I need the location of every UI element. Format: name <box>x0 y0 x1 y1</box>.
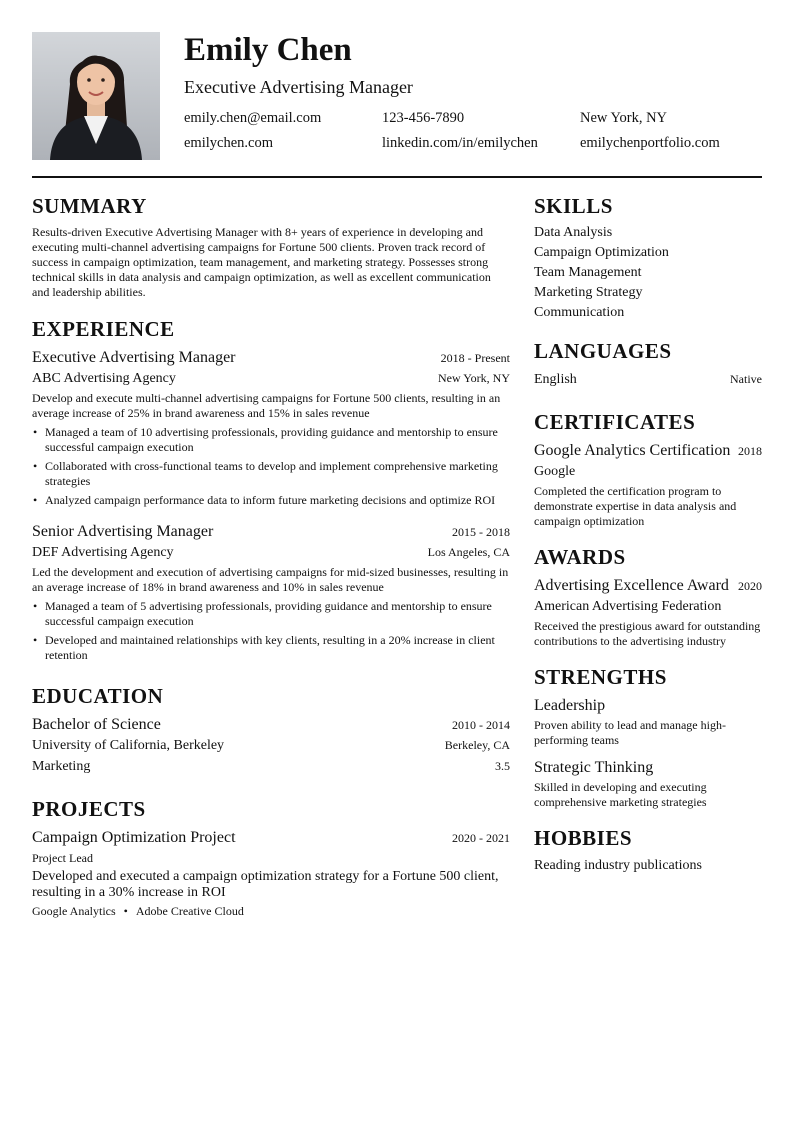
summary-text: Results-driven Executive Advertising Manager with 8+ years of experience in developing and executing multi-channel advertising campaigns for Fortune 500 clients. Proven track record of success in campaign optimization, team management, and marketing strategy. Possesses strong technical skills in data analysis and campaign optimization, as well as excellent communication and leadership abilities. <box>32 225 491 299</box>
summary-title: SUMMARY <box>32 194 147 218</box>
strength-item <box>534 758 762 810</box>
contact-email[interactable]: emily.chen@email.com <box>184 110 322 126</box>
hobbies-title: HOBBIES <box>534 826 633 850</box>
contact-phone[interactable]: 123-456-7890 <box>382 110 465 126</box>
strengths-section <box>534 664 762 810</box>
job-location: New York, NY <box>437 371 510 385</box>
experience-item <box>32 522 510 663</box>
left-column <box>32 193 510 919</box>
project-role: Project Lead <box>32 851 93 865</box>
job-company: ABC Advertising Agency <box>32 371 176 386</box>
projects-title: PROJECTS <box>32 797 146 821</box>
job-company: DEF Advertising Agency <box>32 545 174 560</box>
education-section <box>32 683 510 776</box>
job-bullet: • Developed and maintained relationships with key clients, resulting in a 20% increase in client retention <box>32 633 510 663</box>
contact-location: New York, NY <box>580 110 668 126</box>
candidate-name: Emily Chen <box>184 32 352 68</box>
certificate-description: Completed the certification program to demonstrate expertise in data analysis and campaign optimization <box>534 484 737 528</box>
contact-website[interactable]: emilychen.com <box>184 135 273 151</box>
project-tool: Adobe Creative Cloud <box>135 904 244 918</box>
education-title: EDUCATION <box>32 684 164 708</box>
right-column <box>534 193 762 876</box>
awards-section <box>534 544 762 649</box>
awards-title: AWARDS <box>534 545 626 569</box>
strength-item <box>534 696 762 748</box>
project-description: Developed and executed a campaign optimization strategy for a Fortune 500 client, resulting in a 30% increase in ROI <box>32 869 499 900</box>
projects-section <box>32 796 510 919</box>
award-name: Advertising Excellence Award <box>534 577 729 594</box>
job-position: Executive Advertising Manager <box>32 349 236 366</box>
job-location: Los Angeles, CA <box>427 545 510 559</box>
language-name: English <box>534 372 577 387</box>
job-bullet: • Managed a team of 5 advertising professionals, providing guidance and mentorship to ensure successful campaign execution <box>32 599 510 629</box>
strengths-title: STRENGTHS <box>534 665 667 689</box>
summary-section <box>32 193 510 300</box>
skill-item: Data Analysis <box>534 225 613 240</box>
experience-title: EXPERIENCE <box>32 317 175 341</box>
strength-name: Leadership <box>534 697 606 714</box>
certificates-section <box>534 409 762 529</box>
header-divider <box>32 176 762 178</box>
tool-separator: • <box>123 904 128 918</box>
language-level: Native <box>730 372 762 386</box>
job-bullet: • Analyzed campaign performance data to inform future marketing decisions and optimize ROI <box>32 493 510 508</box>
award-description: Received the prestigious award for outstanding contributions to the advertising industry <box>534 619 761 648</box>
experience-section <box>32 316 510 663</box>
project-tools <box>32 904 510 919</box>
candidate-role: Executive Advertising Manager <box>184 77 413 97</box>
job-position: Senior Advertising Manager <box>32 523 214 540</box>
job-dates: 2015 - 2018 <box>452 525 510 539</box>
hobby-item: Reading industry publications <box>534 858 702 873</box>
job-bullet: • Managed a team of 10 advertising professionals, providing guidance and mentorship to ensure successful campaign execution <box>32 425 510 455</box>
skills-title: SKILLS <box>534 194 613 218</box>
certificate-name: Google Analytics Certification <box>534 442 731 459</box>
education-dates: 2010 - 2014 <box>452 718 510 732</box>
languages-title: LANGUAGES <box>534 339 672 363</box>
job-dates: 2018 - Present <box>440 351 510 365</box>
award-issuer: American Advertising Federation <box>534 599 722 614</box>
project-dates: 2020 - 2021 <box>452 831 510 845</box>
skill-item: Marketing Strategy <box>534 285 643 300</box>
certificate-issuer: Google <box>534 464 576 479</box>
education-field: Marketing <box>32 759 91 774</box>
job-bullet: • Collaborated with cross-functional teams to develop and implement comprehensive marketing strategies <box>32 459 510 489</box>
experience-item <box>32 348 510 508</box>
profile-photo-illustration <box>32 32 160 160</box>
education-degree: Bachelor of Science <box>32 716 161 733</box>
certificates-title: CERTIFICATES <box>534 410 696 434</box>
skill-item: Team Management <box>534 265 642 280</box>
job-description: Led the development and execution of advertising campaigns for mid-sized businesses, resulting in an average increase of 18% in brand awareness and 10% in sales revenue <box>32 565 509 594</box>
job-bullets <box>32 425 510 508</box>
languages-section <box>534 338 762 390</box>
contact-portfolio[interactable]: emilychenportfolio.com <box>580 135 720 151</box>
award-year: 2020 <box>738 579 762 593</box>
skill-item: Campaign Optimization <box>534 245 669 260</box>
strength-name: Strategic Thinking <box>534 759 654 776</box>
project-tool: Google Analytics <box>32 904 116 918</box>
skills-section <box>534 193 762 323</box>
profile-photo <box>32 32 160 160</box>
skill-item: Communication <box>534 305 625 320</box>
hobbies-section <box>534 825 762 876</box>
job-bullets <box>32 599 510 663</box>
job-description: Develop and execute multi-channel advertising campaigns for Fortune 500 clients, resulting in an average increase of 25% in brand awareness and 15% in sales revenue <box>32 391 501 420</box>
education-gpa: 3.5 <box>495 759 510 773</box>
strength-description: Skilled in developing and executing comprehensive marketing strategies <box>534 780 707 809</box>
project-name: Campaign Optimization Project <box>32 829 236 846</box>
certificate-year: 2018 <box>738 444 762 458</box>
contact-linkedin[interactable]: linkedin.com/in/emilychen <box>382 135 538 151</box>
education-school: University of California, Berkeley <box>32 738 225 753</box>
strength-description: Proven ability to lead and manage high-performing teams <box>534 718 726 747</box>
education-location: Berkeley, CA <box>444 738 510 752</box>
